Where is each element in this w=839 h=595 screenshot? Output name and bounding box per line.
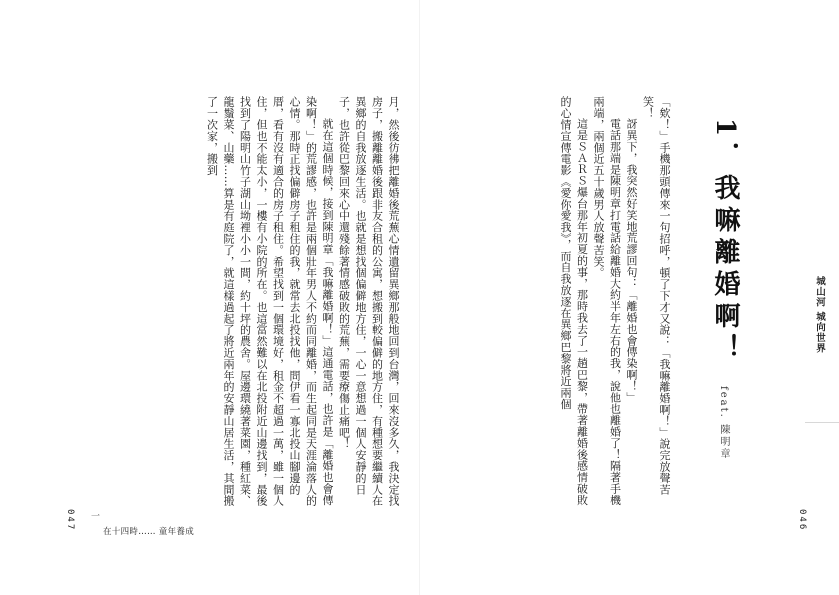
page-number-right: 046 (797, 509, 807, 532)
running-footer-left: 在十四時…… 童年養成 (103, 527, 195, 537)
running-head-rule (805, 422, 839, 423)
paragraph: 月，然後彷彿把離婚後荒蕪心情遺留異鄉那般地回到台灣，回來沒多久，我決定找房子，搬離離婚後跟非友合租的公寓，想搬到較偏僻的地方住，有種想要繼續人在異鄉的自我放逐生活。也就是想找個偏僻地方住，一心一意想過一個人安靜的日子，也許從巴黎回來心中還殘餘著情感破敗的荒蕪，需要療傷止痛吧！ (337, 96, 400, 507)
paragraph: 「欸！」手機那頭傳來一句招呼，頓了下才又說：「我嘛離婚啊！」說完放聲苦笑！ (641, 96, 671, 495)
paragraph: 就在這個時候，接到陳明章「我嘛離婚啊！」這通電話，也許是「離婚也會傳染啊！」的荒謬感，也許是兩個壯年男人不約而同離婚，而生起同是天涯淪落人的心情。那時正找偏僻房子租住的我，就常去北投找他，問伊看一寡北投山腳邊的厝，看有沒有適合的房子租住。希望找到一個環境好，租金不超過一萬，雖一個人住，但也不能太小，一樓有小院的所在。也這當然難以在北投附近山邊找到，最後找到了陽明山竹子湖山坳裡小小一間，約十坪的農舍。屋邊環繞著菜園，種紅菜、龍鬚菜、山藥……算是有庭院了，就這樣過起了將近兩年的安靜山居生活，其間搬了一次家，搬到 (205, 96, 334, 507)
paragraph: 訝異下，我突然好笑地荒謬回句：「離婚也會傳染啊！」 (625, 118, 638, 403)
paragraph: 電話那端是陳明章打電話給離婚大約半年左右的我，說他也離婚了！隔著手機兩端，兩個近五十歲男人放聲苦笑。 (592, 96, 622, 506)
left-page-body (33, 96, 401, 516)
page-number-left: 047 (65, 509, 75, 532)
paragraph: 這是ＳＡＲＳ爆台那年初夏的事，那時我去了一趟巴黎，帶著離婚後感情破敗的心情宣傳電影《愛你愛我》，而自我放逐在異鄉巴黎將近兩個 (559, 96, 589, 506)
chapter-feat-credit: feat. 陳明章 (718, 386, 729, 460)
chapter-mark: 一 (91, 512, 101, 522)
right-page-body (542, 96, 672, 516)
right-page (420, 0, 839, 595)
running-head-right: 城山河 城向世界 (814, 276, 825, 354)
chapter-title: 1．我嘛離婚啊！ (710, 118, 740, 367)
